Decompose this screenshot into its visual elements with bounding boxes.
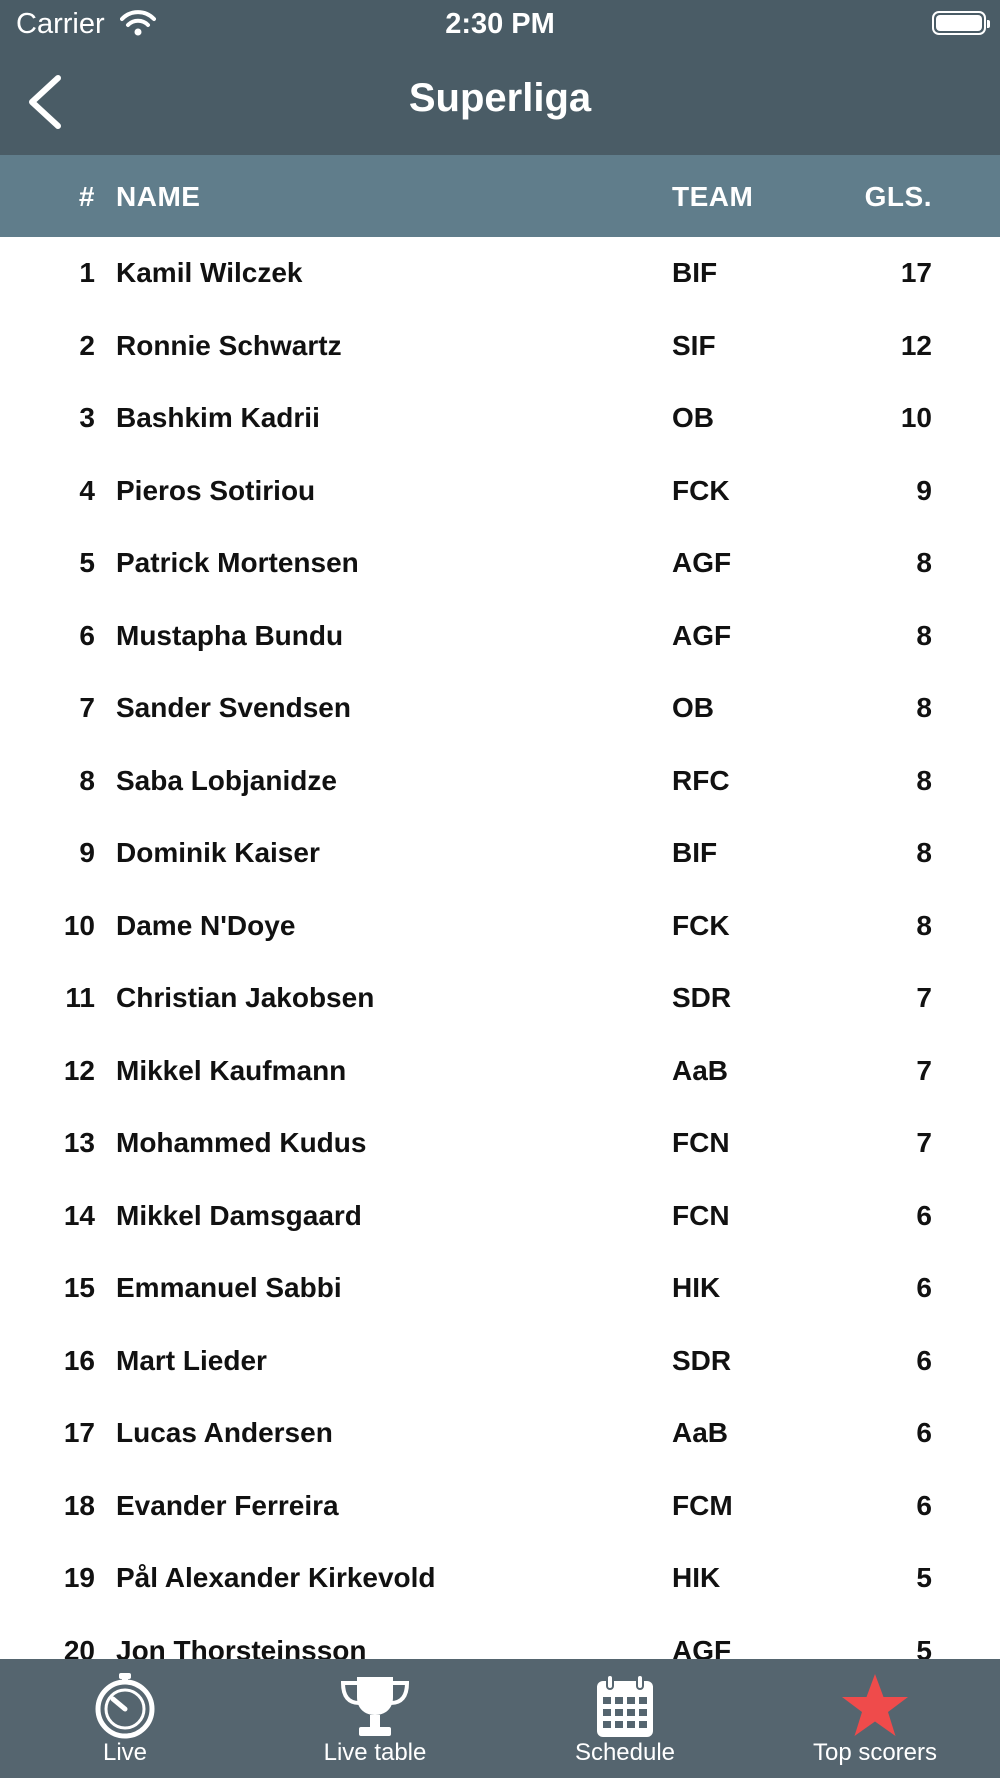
- rank-cell: 8: [79, 764, 95, 796]
- goals-cell: 6: [916, 1272, 932, 1303]
- rank-cell: 5: [79, 547, 95, 578]
- status-time: 2:30 PM: [445, 8, 555, 40]
- player-name-cell: Mart Lieder: [116, 1344, 267, 1376]
- team-cell: FCK: [672, 909, 730, 941]
- team-cell: SDR: [672, 982, 732, 1013]
- team-cell: AGF: [672, 547, 732, 578]
- player-name-cell: Emmanuel Sabbi: [116, 1272, 342, 1303]
- table-row[interactable]: [0, 455, 1000, 528]
- table-row[interactable]: [0, 817, 1000, 890]
- scorers-list[interactable]: [0, 237, 1000, 1659]
- goals-cell: 6: [916, 1417, 932, 1448]
- rank-cell: 3: [79, 402, 95, 433]
- team-cell: BIF: [672, 257, 718, 288]
- column-team-header: TEAM: [672, 181, 754, 212]
- player-name-cell: Jon Thorsteinsson: [116, 1634, 367, 1659]
- column-rank-header: #: [78, 181, 95, 212]
- goals-cell: 6: [916, 1199, 932, 1231]
- rank-cell: 18: [63, 1489, 95, 1521]
- table-row[interactable]: [0, 1615, 1000, 1660]
- calendar-icon: [587, 1673, 663, 1739]
- rank-cell: 12: [63, 1054, 95, 1086]
- rank-cell: 2: [79, 329, 95, 361]
- player-name-cell: Bashkim Kadrii: [116, 402, 320, 433]
- rank-cell: 16: [63, 1344, 95, 1376]
- tab-live-table[interactable]: [250, 1659, 500, 1778]
- tab-schedule[interactable]: [500, 1659, 750, 1778]
- player-name-cell: Mikkel Damsgaard: [116, 1199, 362, 1231]
- goals-cell: 17: [900, 257, 932, 288]
- player-name-cell: Pål Alexander Kirkevold: [116, 1562, 436, 1593]
- player-name-cell: Dame N'Doye: [116, 909, 296, 941]
- table-row[interactable]: [0, 1542, 1000, 1615]
- table-row[interactable]: [0, 962, 1000, 1035]
- team-cell: AaB: [672, 1054, 729, 1086]
- goals-cell: 5: [916, 1634, 932, 1659]
- table-row[interactable]: [0, 672, 1000, 745]
- team-cell: HIK: [672, 1562, 721, 1593]
- tab-schedule-label: Schedule: [574, 1739, 676, 1766]
- rank-cell: 20: [63, 1634, 95, 1659]
- rank-cell: 10: [63, 909, 95, 941]
- goals-cell: 8: [916, 547, 932, 578]
- goals-cell: 7: [916, 1054, 932, 1086]
- player-name-cell: Mohammed Kudus: [116, 1127, 367, 1158]
- rank-cell: 11: [65, 982, 95, 1013]
- tab-top-scorers-label: Top scorers: [812, 1739, 938, 1766]
- goals-cell: 6: [916, 1489, 932, 1521]
- rank-cell: 15: [63, 1272, 95, 1303]
- stopwatch-icon: [87, 1673, 163, 1739]
- goals-cell: 6: [916, 1344, 932, 1376]
- goals-cell: 7: [916, 1127, 932, 1158]
- table-row[interactable]: [0, 1107, 1000, 1180]
- player-name-cell: Evander Ferreira: [116, 1489, 339, 1521]
- table-row[interactable]: [0, 1325, 1000, 1398]
- team-cell: FCN: [672, 1127, 730, 1158]
- rank-cell: 9: [79, 837, 95, 868]
- goals-cell: 12: [900, 329, 932, 361]
- goals-cell: 7: [916, 982, 932, 1013]
- top-bar: [0, 0, 1000, 155]
- table-row[interactable]: [0, 527, 1000, 600]
- team-cell: AaB: [672, 1417, 729, 1448]
- table-row[interactable]: [0, 1252, 1000, 1325]
- player-name-cell: Dominik Kaiser: [116, 837, 320, 868]
- table-row[interactable]: [0, 1470, 1000, 1543]
- column-goals-header: GLS.: [864, 181, 932, 212]
- table-row[interactable]: [0, 382, 1000, 455]
- table-row[interactable]: [0, 1397, 1000, 1470]
- table-header: [0, 155, 1000, 237]
- goals-cell: 8: [916, 764, 932, 796]
- team-cell: OB: [672, 692, 714, 723]
- goals-cell: 8: [916, 909, 932, 941]
- column-name-header: NAME: [116, 181, 201, 212]
- player-name-cell: Ronnie Schwartz: [116, 329, 342, 361]
- team-cell: SDR: [672, 1344, 732, 1376]
- player-name-cell: Pieros Sotiriou: [116, 474, 316, 506]
- team-cell: BIF: [672, 837, 718, 868]
- rank-cell: 17: [63, 1417, 95, 1448]
- carrier-label: Carrier: [16, 8, 105, 40]
- goals-cell: 10: [900, 402, 932, 433]
- team-cell: HIK: [672, 1272, 721, 1303]
- battery-icon: [932, 11, 986, 35]
- team-cell: FCK: [672, 474, 730, 506]
- player-name-cell: Christian Jakobsen: [116, 982, 375, 1013]
- rank-cell: 14: [63, 1199, 95, 1231]
- tab-live-label: Live: [102, 1739, 148, 1766]
- player-name-cell: Sander Svendsen: [116, 692, 351, 723]
- goals-cell: 8: [916, 837, 932, 868]
- rank-cell: 4: [79, 474, 95, 506]
- team-cell: FCM: [672, 1489, 733, 1521]
- table-row[interactable]: [0, 1180, 1000, 1253]
- player-name-cell: Kamil Wilczek: [116, 257, 303, 288]
- rank-cell: 13: [63, 1127, 95, 1158]
- player-name-cell: Saba Lobjanidze: [116, 764, 337, 796]
- team-cell: AGF: [672, 619, 732, 651]
- table-row[interactable]: [0, 237, 1000, 310]
- team-cell: OB: [672, 402, 714, 433]
- tab-bar: [0, 1659, 1000, 1778]
- table-row[interactable]: [0, 310, 1000, 383]
- table-row[interactable]: [0, 745, 1000, 818]
- goals-cell: 9: [916, 474, 932, 506]
- player-name-cell: Lucas Andersen: [116, 1417, 333, 1448]
- team-cell: SIF: [672, 329, 716, 361]
- rank-cell: 7: [79, 692, 95, 723]
- status-bar: [0, 0, 1000, 50]
- player-name-cell: Mustapha Bundu: [116, 619, 344, 651]
- page-title: Superliga: [408, 76, 592, 120]
- rank-cell: 6: [79, 619, 95, 651]
- team-cell: RFC: [672, 764, 730, 796]
- rank-cell: 1: [79, 257, 95, 288]
- team-cell: AGF: [672, 1634, 732, 1659]
- table-row[interactable]: [0, 600, 1000, 673]
- player-name-cell: Patrick Mortensen: [116, 547, 359, 578]
- goals-cell: 8: [916, 619, 932, 651]
- star-icon: [837, 1673, 913, 1739]
- goals-cell: 5: [916, 1562, 932, 1593]
- player-name-cell: Mikkel Kaufmann: [116, 1054, 347, 1086]
- team-cell: FCN: [672, 1199, 730, 1231]
- rank-cell: 19: [63, 1562, 95, 1593]
- table-row[interactable]: [0, 890, 1000, 963]
- tab-live[interactable]: [0, 1659, 250, 1778]
- trophy-icon: [337, 1673, 413, 1739]
- tab-top-scorers[interactable]: [750, 1659, 1000, 1778]
- tab-live-table-label: Live table: [323, 1739, 427, 1766]
- navigation-bar: [0, 50, 1000, 155]
- goals-cell: 8: [916, 692, 932, 723]
- table-row[interactable]: [0, 1035, 1000, 1108]
